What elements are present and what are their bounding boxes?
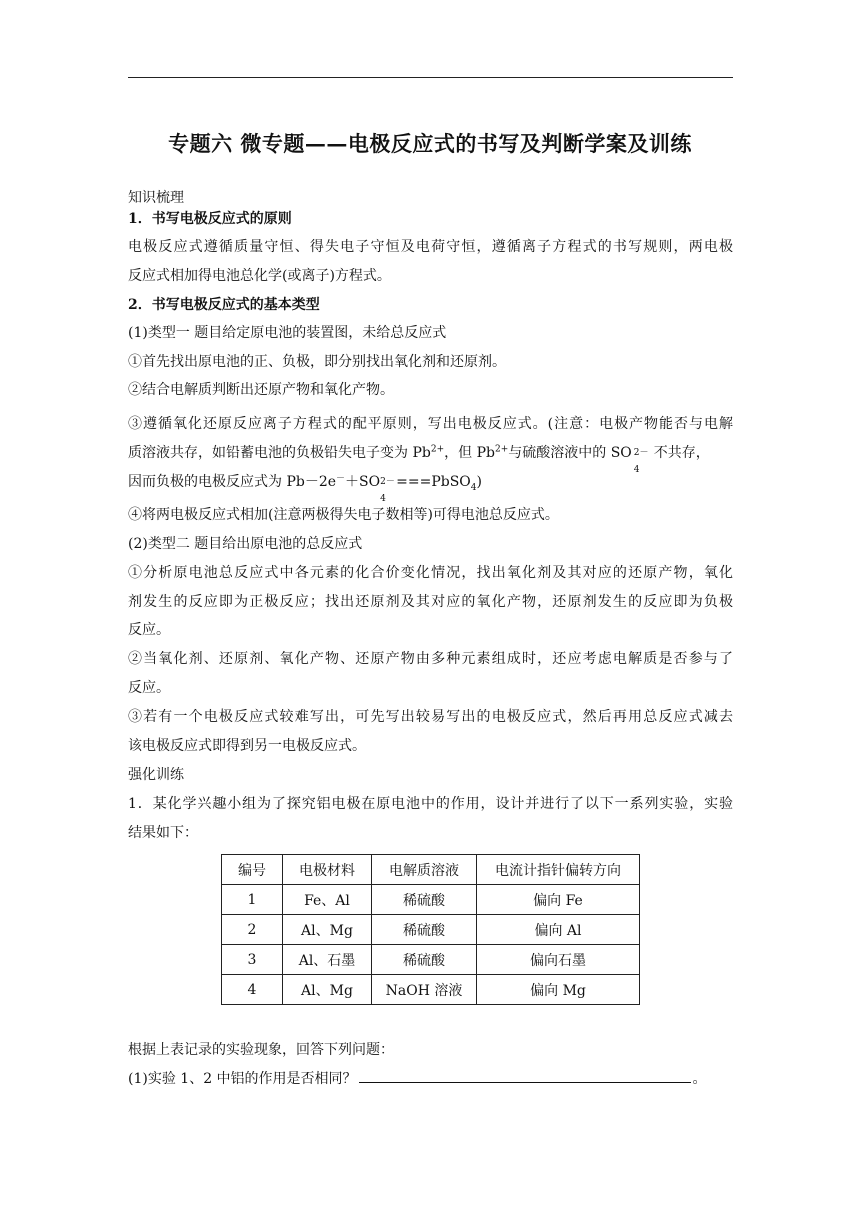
page-title: 专题六 微专题——电极反应式的书写及判断学案及训练: [168, 131, 692, 156]
table-header-cell: 编号: [222, 855, 283, 885]
table-header-cell: 电极材料: [283, 855, 372, 885]
type2-step2: ②当氧化剂、还原剂、氧化产物、还原产物由多种元素组成时，还应考虑电解质是否参与了: [128, 651, 733, 667]
table-header-cell: 电解质溶液: [372, 855, 477, 885]
type2-heading: (2)类型二 题目给出原电池的总反应式: [128, 536, 363, 552]
sub-question-1-end: 。: [692, 1071, 707, 1087]
type1-step4: ④将两电极反应式相加(注意两极得失电子数相等)可得电池总反应式。: [128, 507, 559, 523]
type1-step3: ③遵循氧化还原反应离子方程式的配平原则，写出电极反应式。(注意：电极产物能否与电解: [128, 416, 733, 432]
section-heading-review: 知识梳理: [128, 190, 184, 206]
table-cell: 偏向 Al: [477, 915, 640, 945]
table-header-row: [222, 855, 640, 885]
table-cell: Al、石墨: [283, 945, 372, 975]
type1-step2: ②结合电解质判断出还原产物和氧化产物。: [128, 382, 394, 398]
table-cell: 稀硫酸: [372, 945, 477, 975]
type2-step1-line3: 反应。: [128, 622, 170, 638]
table-header-cell: 电流计指针偏转方向: [477, 855, 640, 885]
table-cell: 偏向 Mg: [477, 975, 640, 1005]
paragraph-line: 电极反应式遵循质量守恒、得失电子守恒及电荷守恒，遵循离子方程式的书写规则，两电极: [128, 239, 733, 255]
type2-step2-line2: 反应。: [128, 680, 170, 696]
instruction-line: 根据上表记录的实验现象，回答下列问题：: [128, 1042, 394, 1058]
table-cell: Al、Mg: [283, 975, 372, 1005]
table-cell: 2: [222, 915, 283, 945]
type2-step1: ①分析原电池总反应式中各元素的化合价变化情况，找出氧化剂及其对应的还原产物，氧化: [128, 565, 733, 581]
question-1-line2: 结果如下：: [128, 825, 198, 841]
sub-question-1-text: (1)实验 1、2 中铝的作用是否相同？: [128, 1071, 357, 1087]
question-1: 1．某化学兴趣小组为了探究铝电极在原电池中的作用，设计并进行了以下一系列实验，实验: [128, 796, 733, 812]
table-cell: Fe、Al: [283, 885, 372, 915]
table-cell: 3: [222, 945, 283, 975]
type1-heading: (1)类型一 题目给定原电池的装置图，未给总反应式: [128, 325, 447, 341]
type1-step3-line2: 质溶液共存，如铅蓄电池的负极铅失电子变为 $Pb^{2+}$，但 $Pb^{2+}$与硫酸溶液中的 SO 2－ 4 不共存，: [128, 444, 710, 475]
table-cell: 1: [222, 885, 283, 915]
table-cell: NaOH 溶液: [372, 975, 477, 1005]
header-rule: [128, 77, 733, 78]
table-cell: 偏向石墨: [477, 945, 640, 975]
table-cell: 稀硫酸: [372, 885, 477, 915]
section-heading-practice: 强化训练: [128, 767, 184, 783]
table-row: [222, 915, 640, 945]
type2-step1-line2: 剂发生的反应即为正极反应；找出还原剂及其对应的氧化产物，还原剂发生的反应即为负极: [128, 594, 733, 610]
type1-step3-line3: 因而负极的电极反应式为 Pb－2e－＋SO 2－ 4 ===PbSO$_4$): [128, 473, 482, 504]
table-cell: 4: [222, 975, 283, 1005]
type1-step1: ①首先找出原电池的正、负极，即分别找出氧化剂和还原剂。: [128, 354, 506, 370]
table-cell: 偏向 Fe: [477, 885, 640, 915]
table-row: [222, 945, 640, 975]
type2-step3: ③若有一个电极反应式较难写出，可先写出较易写出的电极反应式，然后再用总反应式减去: [128, 709, 733, 725]
heading-principle: 1．书写电极反应式的原则: [128, 211, 292, 227]
sub-question-1: [128, 1068, 707, 1089]
heading-types: 2．书写电极反应式的基本类型: [128, 297, 320, 313]
experiment-table: [221, 854, 640, 1005]
table-row: [222, 975, 640, 1005]
table-row: [222, 885, 640, 915]
paragraph-line: 反应式相加得电池总化学(或离子)方程式。: [128, 268, 391, 284]
table-cell: 稀硫酸: [372, 915, 477, 945]
table-cell: Al、Mg: [283, 915, 372, 945]
type2-step3-line2: 该电极反应式即得到另一电极反应式。: [128, 738, 366, 754]
answer-blank[interactable]: [359, 1068, 691, 1083]
